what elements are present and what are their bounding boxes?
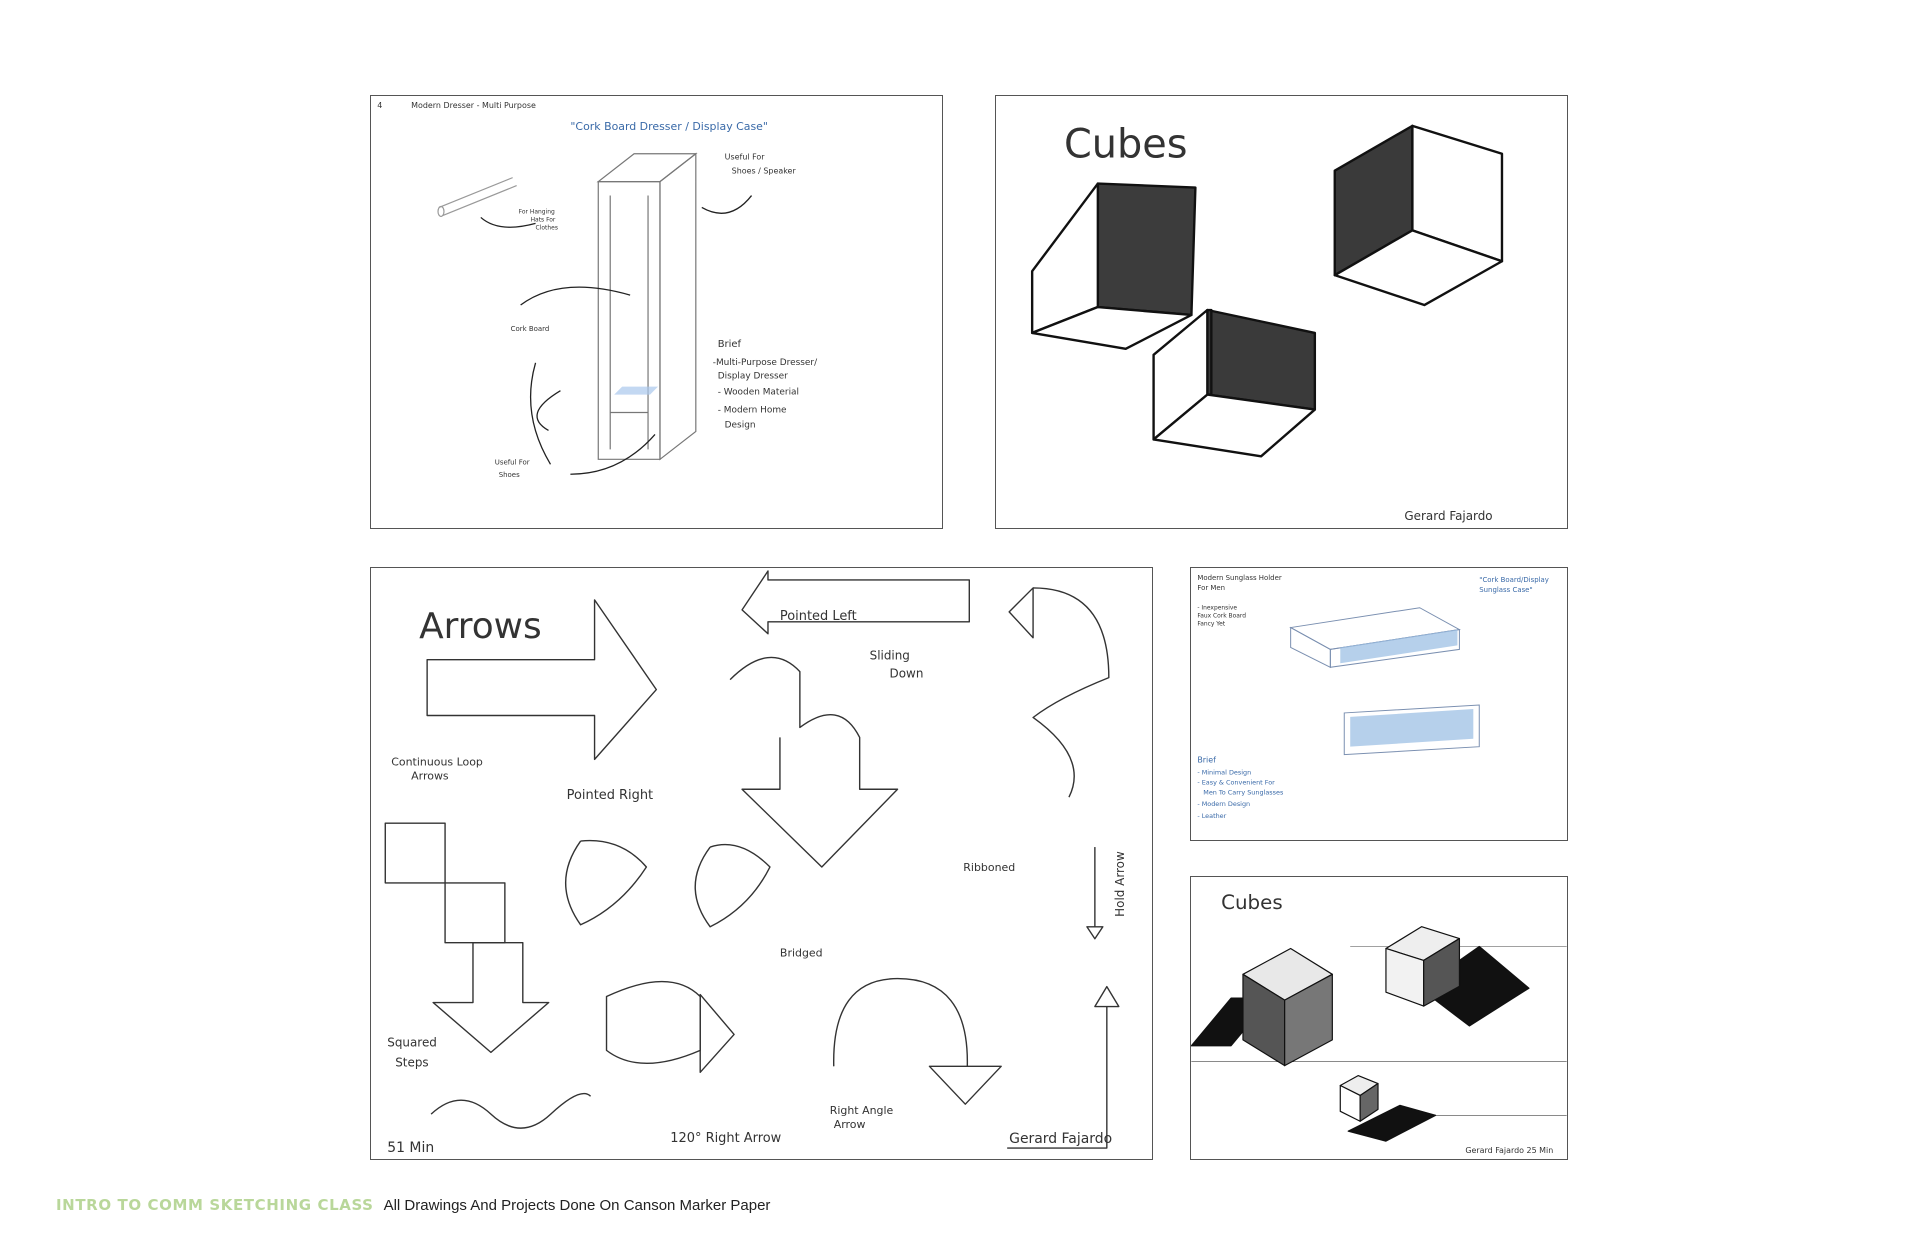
label-sliding-1: Sliding [869, 648, 910, 663]
dresser-brief-4: - Modern Home [717, 405, 787, 416]
sunglasses-drawing [1191, 568, 1567, 840]
label-right-angle-2: Arrow [833, 1118, 866, 1132]
dresser-brief-5: Design [724, 420, 756, 431]
arrow-sketches [385, 571, 1119, 1148]
label-right-arrow: 120° Right Arrow [670, 1131, 782, 1147]
sketch-sunglasses [1190, 567, 1568, 841]
bridged-arrow [834, 979, 968, 1067]
dresser-note-5: Clothes [535, 224, 558, 232]
sketch-dresser [370, 95, 943, 529]
label-ribboned: Ribboned [963, 860, 1016, 874]
dresser-note-1: Useful For [724, 152, 765, 162]
right-angle-arrow [1007, 1007, 1107, 1149]
label-continuous-2: Arrows [411, 769, 449, 783]
right-angle-arrow-head [1095, 987, 1119, 1007]
ribboned-arrow [1033, 588, 1109, 797]
ribbon-right-arrow-head [700, 995, 734, 1073]
class-note: All Drawings And Projects Done On Canson Marker Paper [383, 1197, 771, 1214]
squared-steps-arrow [433, 943, 549, 1053]
sunglasses-note-3: Fancy Yet [1197, 620, 1226, 628]
label-squared-1: Squared [387, 1035, 437, 1050]
dresser-brief-3: - Wooden Material [717, 387, 800, 398]
arrows-signature: Gerard Fajardo [1009, 1131, 1113, 1148]
sunglasses-brief-heading: Brief [1197, 755, 1216, 765]
hold-arrow-head [1087, 927, 1103, 939]
dresser-shelf-color [614, 387, 658, 395]
dresser-brief-2: Display Dresser [717, 371, 788, 382]
loop-arrow-2 [695, 845, 770, 927]
loop-arrow-1 [566, 841, 647, 925]
ribbon-right-arrow [607, 982, 701, 1064]
sunglasses-brief-4: - Modern Design [1197, 800, 1251, 809]
page-caption [56, 1196, 770, 1220]
sunglasses-title-2: Sunglass Case" [1479, 585, 1533, 594]
sunglasses-brief-3: Men To Carry Sunglasses [1203, 788, 1284, 797]
dresser-drawing [371, 96, 942, 528]
sketch-cubes-large [995, 95, 1568, 529]
cubes-small-set [1191, 927, 1529, 1141]
label-right-angle-1: Right Angle [829, 1104, 894, 1118]
cubes-small-signature: Gerard Fajardo 25 Min [1465, 1146, 1554, 1156]
class-title: INTRO TO COMM SKETCHING CLASS [56, 1196, 374, 1214]
dresser-brief-heading: Brief [717, 338, 741, 350]
sunglasses-header-2: For Men [1197, 583, 1226, 592]
label-hold-arrow: Hold Arrow [1112, 851, 1127, 917]
cubes-large-title: Cubes [1064, 121, 1188, 168]
label-time: 51 Min [387, 1140, 435, 1157]
dresser-rod-sketch [438, 178, 517, 217]
label-pointed-left: Pointed Left [779, 608, 857, 624]
dresser-header: Modern Dresser - Multi Purpose [411, 100, 536, 110]
dresser-cabinet-sketch [598, 154, 696, 460]
sunglasses-brief-2: - Easy & Convenient For [1197, 778, 1275, 787]
dresser-note-6: Cork Board [510, 324, 550, 333]
bridged-arrow-head [929, 1066, 1001, 1104]
sunglasses-note-2: Faux Cork Board [1197, 612, 1247, 620]
cubes-small-title: Cubes [1221, 890, 1283, 914]
sunglasses-header-1: Modern Sunglass Holder [1197, 573, 1282, 582]
dresser-note-2: Shoes / Speaker [731, 166, 796, 176]
cubes-large-signature: Gerard Fajardo [1404, 509, 1493, 524]
sunglasses-case-color-2 [1350, 709, 1473, 747]
dresser-corner-num: 4 [377, 100, 383, 110]
sunglasses-title-1: "Cork Board/Display [1479, 575, 1549, 584]
sketch-arrows [370, 567, 1153, 1160]
sunglasses-brief-1: - Minimal Design [1197, 768, 1252, 777]
sunglasses-note-1: - Inexpensive [1197, 604, 1238, 612]
dresser-callout-arrows [481, 196, 752, 475]
sliding-down-arrow [730, 657, 897, 867]
cubes-small-drawing [1191, 877, 1567, 1159]
sunglasses-brief-5: - Leather [1197, 812, 1227, 821]
dresser-note-8: Shoes [498, 471, 520, 480]
dresser-note-3: For Hanging [518, 208, 555, 216]
label-sliding-2: Down [889, 666, 924, 681]
label-squared-2: Steps [395, 1055, 429, 1070]
dresser-note-4: Hats For [530, 216, 556, 224]
cubes-large-drawing [996, 96, 1567, 528]
ribboned-arrow-head [1009, 588, 1033, 638]
label-bridged: Bridged [779, 946, 823, 960]
pointed-left-arrow [742, 571, 969, 634]
dresser-note-7: Useful For [494, 458, 530, 467]
dresser-title: "Cork Board Dresser / Display Case" [570, 119, 768, 133]
label-pointed-right: Pointed Right [566, 788, 654, 804]
sketch-cubes-small [1190, 876, 1568, 1160]
cubes-large-set [1032, 126, 1502, 456]
arrows-drawing [371, 568, 1152, 1159]
label-continuous-1: Continuous Loop [391, 755, 483, 769]
arrows-title: Arrows [419, 605, 542, 647]
dresser-brief-1: -Multi-Purpose Dresser/ [712, 357, 818, 368]
wavy-arrow [431, 1094, 590, 1129]
